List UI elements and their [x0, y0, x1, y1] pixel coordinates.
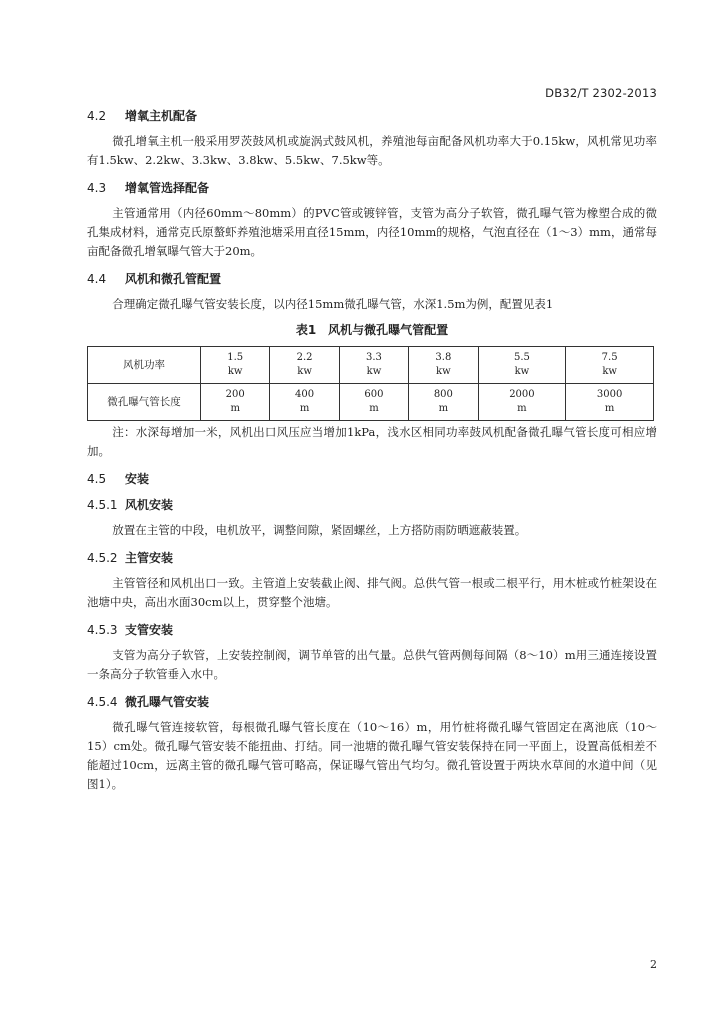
section-paragraph-4-5-1: 放置在主管的中段，电机放平，调整间隙，紧固螺丝，上方搭防雨防晒遮蔽装置。: [112, 523, 527, 537]
cell-unit: kw: [514, 366, 530, 377]
section-number: 4.3: [87, 181, 107, 195]
section-number: 4.5: [87, 472, 107, 486]
cell-unit: kw: [227, 366, 243, 377]
section-paragraph-4-5-4: 微孔曝气管连接软管，每根微孔曝气管长度在（10～16）m，用竹桩将微孔曝气管固定在离池底（10～15）cm处。微孔曝气管安装不能扭曲、打结。同一池塘的微孔曝气管安装保持在同一平面上，设置高低相差不能超过10cm，远离主管的微孔曝气管可略高，保证曝气管出气均匀。微孔管设置于两块水草间的水道中间（见图1）。: [87, 720, 657, 791]
section-paragraph-4-3: 主管通常用（内径60mm～80mm）的PVC管或镀锌管，支管为高分子软管，微孔曝气管为橡塑合成的微孔集成材料，通常克氏原螯虾养殖池塘采用直径15mm，内径10mm的规格，气泡直径在（1～3）mm，通常每亩配备微孔增氧曝气管大于20m。: [87, 206, 657, 258]
table-cell: [478, 347, 566, 384]
table-caption: 表1 风机与微孔曝气管配置: [295, 323, 449, 337]
cell-value: 3.8: [435, 352, 452, 363]
section-paragraph-4-5-3: 支管为高分子软管，上安装控制阀，调节单管的出气量。总供气管两侧每间隔（8～10）m用三通连接设置一条高分子软管垂入水中。: [87, 648, 657, 681]
table-row-length: [88, 384, 654, 421]
section-title: 安装: [125, 472, 150, 486]
section-title: 微孔曝气管安装: [125, 695, 210, 709]
table-cell: [270, 347, 339, 384]
row-label-power: 风机功率: [88, 347, 201, 384]
cell-unit: m: [230, 403, 240, 414]
section-heading-4-4: [87, 269, 657, 289]
table-cell: [201, 347, 270, 384]
section-number: 4.5.3: [87, 623, 118, 637]
row-label-length: 微孔曝气管长度: [88, 384, 201, 421]
section-number: 4.5.4: [87, 695, 118, 709]
table-cell: [270, 384, 339, 421]
table-cell: [566, 347, 654, 384]
section-title: 增氧主机配备: [125, 109, 198, 123]
cell-unit: kw: [366, 366, 382, 377]
table-cell: [409, 384, 478, 421]
section-number: 4.5.2: [87, 551, 118, 565]
section-title: 风机和微孔管配置: [125, 272, 222, 286]
table-cell: [201, 384, 270, 421]
cell-unit: m: [369, 403, 379, 414]
cell-value: 5.5: [513, 352, 530, 363]
cell-unit: kw: [602, 366, 617, 377]
section-heading-4-5-2: [87, 548, 657, 568]
cell-unit: m: [438, 403, 449, 414]
section-title: 风机安装: [125, 498, 174, 512]
section-heading-4-5-4: [87, 692, 657, 712]
table-cell: [478, 384, 566, 421]
section-heading-4-2: [87, 106, 657, 126]
section-heading-4-3: [87, 178, 657, 198]
section-paragraph-4-4: 合理确定微孔曝气管安装长度，以内径15mm微孔曝气管，水深1.5m为例，配置见表1: [112, 297, 554, 311]
cell-unit: m: [517, 403, 527, 414]
section-number: 4.4: [87, 272, 107, 286]
cell-unit: kw: [436, 366, 451, 377]
document-body: [87, 106, 657, 794]
section-paragraph-4-2: 微孔增氧主机一般采用罗茨鼓风机或旋涡式鼓风机，养殖池每亩配备风机功率大于0.15kw，风机常见功率有1.5kw、2.2kw、3.3kw、3.8kw、5.5kw、7.5kw等。: [87, 134, 657, 167]
section-heading-4-5-3: [87, 620, 657, 640]
page-number: 2: [650, 958, 657, 971]
section-heading-4-5: [87, 469, 657, 489]
cell-value: 600: [364, 389, 384, 400]
section-number: 4.5.1: [87, 498, 118, 512]
section-heading-4-5-1: [87, 495, 657, 515]
section-title: 主管安装: [125, 551, 174, 565]
cell-unit: kw: [297, 366, 312, 377]
cell-value: 2.2: [296, 352, 313, 363]
cell-value: 1.5: [227, 352, 244, 363]
cell-value: 3.3: [366, 352, 382, 363]
cell-value: 400: [295, 389, 315, 400]
section-number: 4.2: [87, 109, 107, 123]
table-cell: [409, 347, 478, 384]
cell-value: 7.5: [601, 352, 618, 363]
cell-value: 2000: [509, 389, 535, 400]
section-title: 支管安装: [125, 623, 174, 637]
section-title: 增氧管选择配备: [125, 181, 210, 195]
standard-code: DB32/T 2302-2013: [545, 86, 657, 100]
config-table: [87, 346, 654, 421]
table-cell: [339, 347, 408, 384]
cell-unit: m: [299, 403, 310, 414]
section-paragraph-4-5-2: 主管管径和风机出口一致。主管道上安装截止阀、排气阀。总供气管一根或二根平行，用木桩或竹桩架设在池塘中央，高出水面30cm以上，贯穿整个池塘。: [87, 576, 657, 609]
cell-value: 800: [433, 389, 453, 400]
cell-value: 200: [225, 389, 245, 400]
cell-value: 3000: [596, 389, 623, 400]
table-row-power: [88, 347, 654, 384]
table-cell: [566, 384, 654, 421]
cell-unit: m: [604, 403, 615, 414]
table-note: 注：水深每增加一米，风机出口风压应当增加1kPa，浅水区相同功率鼓风机配备微孔曝气管长度可相应增加。: [87, 425, 657, 458]
table-cell: [339, 384, 408, 421]
